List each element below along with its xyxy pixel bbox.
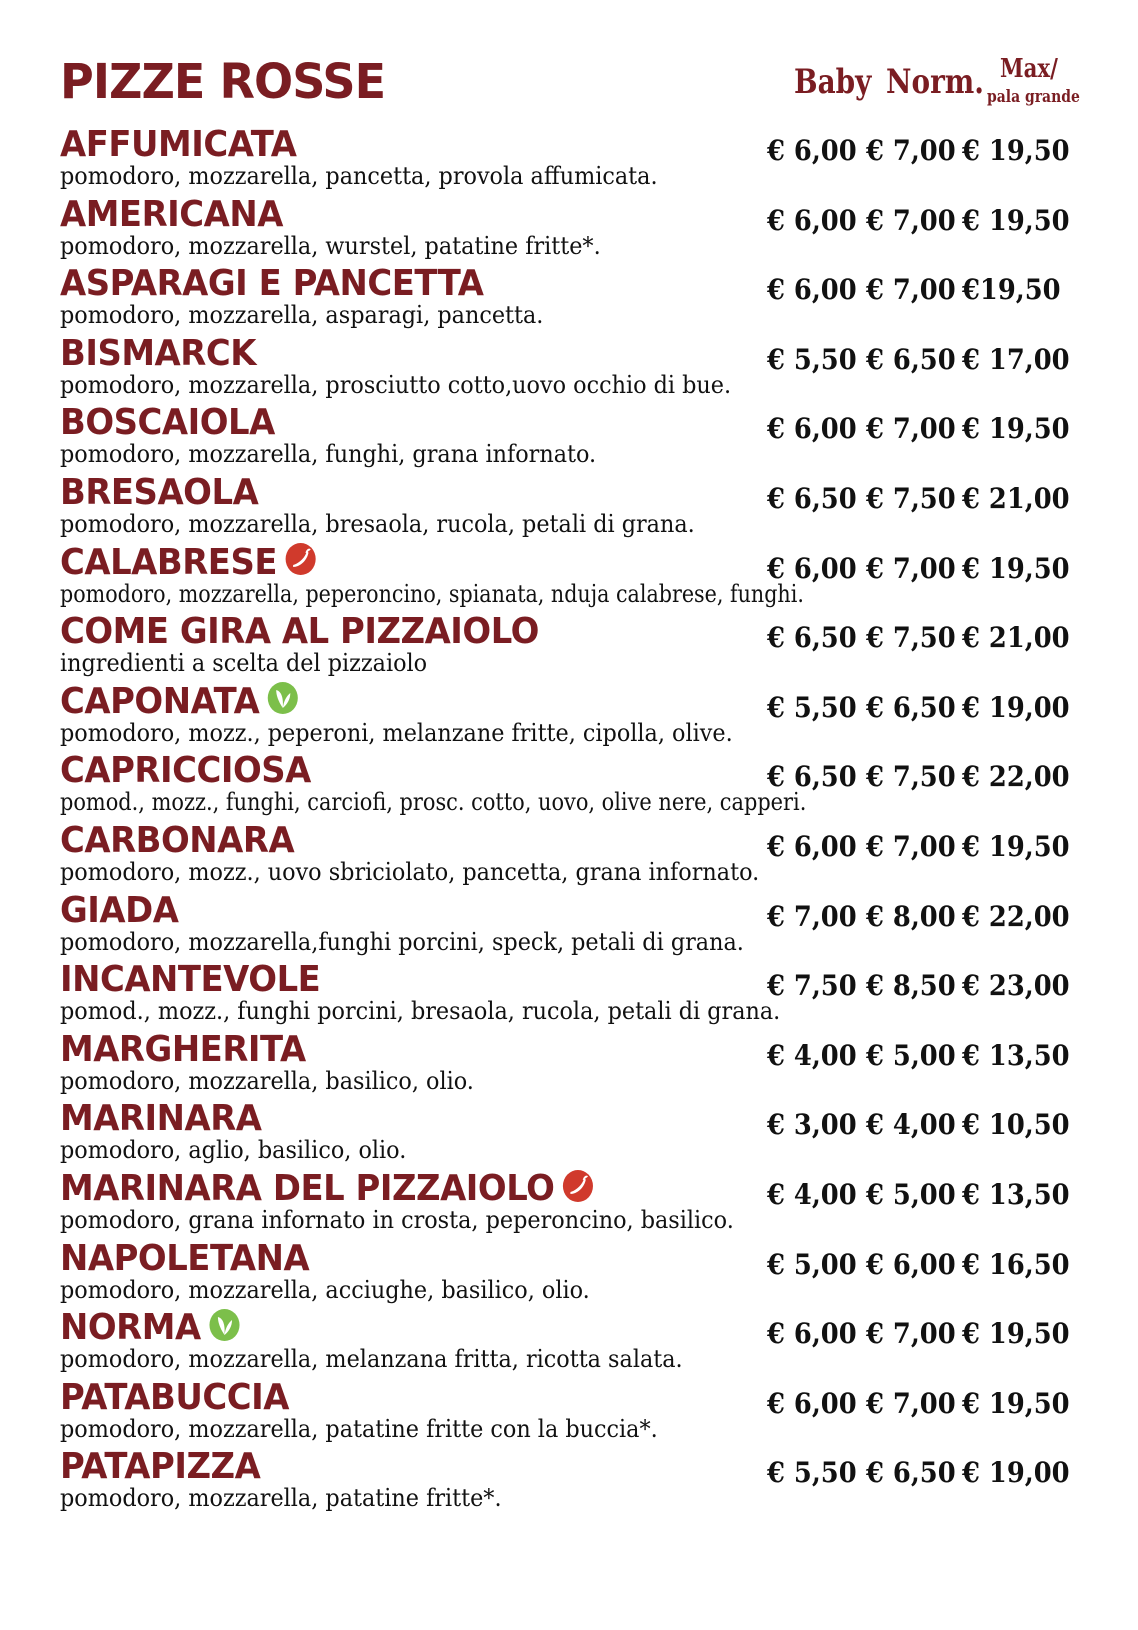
menu-item bbox=[60, 472, 1090, 544]
price-max: € 22,00 bbox=[962, 760, 1070, 794]
menu-item-name-text: CAPONATA bbox=[60, 680, 260, 722]
menu-item bbox=[60, 1098, 1090, 1170]
menu-item-name bbox=[60, 1377, 289, 1418]
menu-item-name bbox=[60, 1446, 260, 1487]
price-baby: € 5,50 bbox=[767, 1456, 857, 1490]
price-max: € 19,50 bbox=[962, 551, 1070, 585]
price-normal: € 6,50 bbox=[866, 342, 956, 376]
price-baby: € 6,00 bbox=[767, 412, 857, 446]
price-max: € 19,50 bbox=[962, 412, 1070, 446]
price-max: € 21,00 bbox=[962, 621, 1070, 655]
menu-item-name-text: GIADA bbox=[60, 889, 179, 931]
menu-item-name bbox=[60, 820, 294, 861]
menu-item-description: pomodoro, mozzarella, melanzana fritta, ricotta salata. bbox=[60, 1345, 683, 1374]
price-baby: € 6,50 bbox=[767, 760, 857, 794]
menu-item-name-text: CALABRESE bbox=[60, 541, 278, 583]
menu-item-name bbox=[60, 1098, 262, 1139]
menu-item-name-text: BOSCAIOLA bbox=[60, 402, 275, 444]
price-max: € 10,50 bbox=[962, 1108, 1070, 1142]
price-baby: € 5,50 bbox=[767, 690, 857, 724]
price-normal: € 6,50 bbox=[866, 1456, 956, 1490]
menu-item-description: pomodoro, mozzarella, asparagi, pancetta. bbox=[60, 301, 544, 330]
price-normal: € 8,00 bbox=[866, 899, 956, 933]
menu-item-description: pomodoro, mozzarella,funghi porcini, speck, petali di grana. bbox=[60, 927, 744, 956]
menu-item-name bbox=[60, 402, 275, 443]
price-baby: € 6,50 bbox=[767, 621, 857, 655]
menu-item-description: pomodoro, mozzarella, funghi, grana infornato. bbox=[60, 440, 597, 469]
menu-item-name bbox=[60, 542, 316, 586]
menu-item-name-text: AFFUMICATA bbox=[60, 124, 297, 165]
menu-item-description: ingredienti a scelta del pizzaiolo bbox=[60, 649, 428, 678]
price-baby: € 7,50 bbox=[767, 969, 857, 1003]
menu-item-name bbox=[60, 263, 483, 304]
menu-item-name bbox=[60, 611, 539, 652]
price-baby: € 5,50 bbox=[767, 342, 857, 376]
price-max: € 19,50 bbox=[962, 203, 1070, 237]
menu-item-name-text: NAPOLETANA bbox=[60, 1237, 310, 1279]
menu-item-name-text: BRESAOLA bbox=[60, 472, 259, 513]
column-header-baby: Baby bbox=[794, 62, 872, 102]
menu-item-name-text: MARGHERITA bbox=[60, 1028, 306, 1070]
menu-item bbox=[60, 263, 1090, 335]
menu-item-name bbox=[60, 194, 283, 235]
price-normal: € 6,50 bbox=[866, 690, 956, 724]
menu-item bbox=[60, 1446, 1090, 1518]
price-normal: € 7,00 bbox=[866, 273, 956, 307]
menu-item-description: pomodoro, mozzarella, patatine fritte con la buccia*. bbox=[60, 1414, 658, 1443]
price-normal: € 4,00 bbox=[866, 1108, 956, 1142]
price-baby: € 3,00 bbox=[767, 1108, 857, 1142]
price-normal: € 7,50 bbox=[866, 482, 956, 515]
menu-item-name-text: BISMARCK bbox=[60, 332, 256, 374]
price-max: € 23,00 bbox=[962, 969, 1070, 1003]
price-normal: € 5,00 bbox=[866, 1178, 956, 1211]
menu-item-name-text: PATAPIZZA bbox=[60, 1446, 261, 1488]
price-baby: € 6,00 bbox=[767, 830, 857, 863]
price-max: € 19,00 bbox=[962, 690, 1070, 724]
menu-item-name bbox=[60, 750, 311, 791]
price-max: € 13,50 bbox=[962, 1178, 1070, 1211]
menu-item bbox=[60, 959, 1090, 1031]
price-max: € 19,50 bbox=[962, 1317, 1070, 1351]
price-baby: € 6,50 bbox=[767, 482, 857, 515]
menu-item bbox=[60, 820, 1090, 892]
menu-item-name bbox=[60, 124, 297, 165]
price-baby: € 6,00 bbox=[767, 551, 857, 585]
menu-item-description: pomodoro, mozzarella, basilico, olio. bbox=[60, 1066, 474, 1095]
price-baby: € 4,00 bbox=[767, 1038, 857, 1072]
menu-item-name-text: PATABUCCIA bbox=[60, 1376, 289, 1418]
price-normal: € 7,50 bbox=[866, 621, 956, 655]
menu-item-name-text: ASPARAGI E PANCETTA bbox=[60, 263, 484, 305]
menu-item-description: pomodoro, mozz., uovo sbriciolato, pancetta, grana infornato. bbox=[60, 858, 760, 886]
menu-item-name bbox=[60, 890, 178, 931]
menu-item bbox=[60, 890, 1090, 962]
price-normal: € 8,50 bbox=[866, 969, 956, 1003]
price-normal: € 6,00 bbox=[866, 1247, 956, 1281]
column-header-max: Max/ bbox=[1000, 54, 1058, 84]
price-normal: € 7,00 bbox=[866, 134, 956, 167]
menu-item-name bbox=[60, 1307, 240, 1351]
menu-item bbox=[60, 1238, 1090, 1310]
column-header-max-subtitle: pala grande bbox=[987, 87, 1080, 107]
menu-item-description: pomod., mozz., funghi porcini, bresaola, rucola, petali di grana. bbox=[60, 997, 781, 1026]
menu-item-name-text: COME GIRA AL PIZZAIOLO bbox=[60, 611, 539, 653]
menu-item-description: pomodoro, mozzarella, pancetta, provola affumicata. bbox=[60, 162, 658, 190]
menu-item-name-text: NORMA bbox=[60, 1307, 201, 1349]
price-baby: € 5,00 bbox=[767, 1247, 857, 1281]
menu-item-name bbox=[60, 1238, 309, 1279]
menu-item-name bbox=[60, 1168, 594, 1212]
price-baby: € 6,00 bbox=[767, 1317, 857, 1351]
price-normal: € 7,50 bbox=[866, 760, 956, 794]
menu-item-name bbox=[60, 681, 299, 725]
menu-item-name bbox=[60, 472, 258, 513]
price-normal: € 7,00 bbox=[866, 412, 956, 446]
menu-item-description: pomodoro, mozz., peperoni, melanzane fritte, cipolla, olive. bbox=[60, 718, 733, 747]
price-baby: € 6,00 bbox=[767, 273, 857, 307]
menu-item-name-text: INCANTEVOLE bbox=[60, 959, 321, 1001]
menu-item-description: pomodoro, mozzarella, prosciutto cotto,uovo occhio di bue. bbox=[60, 370, 732, 399]
menu-item bbox=[60, 542, 1090, 614]
price-baby: € 6,00 bbox=[767, 1386, 857, 1420]
price-baby: € 6,00 bbox=[767, 203, 857, 237]
menu-item bbox=[60, 402, 1090, 474]
menu-item-name-text: CARBONARA bbox=[60, 820, 295, 861]
menu-item bbox=[60, 194, 1090, 266]
price-normal: € 7,00 bbox=[866, 1317, 956, 1351]
menu-item-name-text: AMERICANA bbox=[60, 193, 283, 235]
menu-item bbox=[60, 1307, 1090, 1379]
price-max: € 22,00 bbox=[962, 899, 1070, 933]
price-normal: € 7,00 bbox=[866, 1386, 956, 1420]
price-max: €19,50 bbox=[962, 273, 1061, 307]
menu-item-description: pomod., mozz., funghi, carciofi, prosc. cotto, uovo, olive nere, capperi. bbox=[60, 788, 807, 817]
menu-item-description: pomodoro, mozzarella, patatine fritte*. bbox=[60, 1484, 502, 1513]
page-title: PIZZE ROSSE bbox=[60, 54, 386, 110]
price-max: € 19,50 bbox=[962, 830, 1070, 863]
menu-item-description: pomodoro, mozzarella, bresaola, rucola, petali di grana. bbox=[60, 510, 695, 538]
price-baby: € 4,00 bbox=[767, 1178, 857, 1211]
price-normal: € 7,00 bbox=[866, 551, 956, 585]
price-max: € 19,50 bbox=[962, 1386, 1070, 1420]
menu-item bbox=[60, 1029, 1090, 1101]
menu-item bbox=[60, 750, 1090, 822]
price-normal: € 7,00 bbox=[866, 203, 956, 237]
price-max: € 16,50 bbox=[962, 1247, 1070, 1281]
menu-item-description: pomodoro, aglio, basilico, olio. bbox=[60, 1136, 407, 1165]
menu-item-description: pomodoro, mozzarella, peperoncino, spianata, nduja calabrese, funghi. bbox=[60, 579, 804, 608]
menu-item-name-text: CAPRICCIOSA bbox=[60, 750, 311, 792]
menu-item bbox=[60, 611, 1090, 683]
price-baby: € 7,00 bbox=[767, 899, 857, 933]
menu-item-description: pomodoro, mozzarella, acciughe, basilico, olio. bbox=[60, 1275, 590, 1304]
menu-item-name bbox=[60, 1029, 306, 1070]
price-normal: € 5,00 bbox=[866, 1038, 956, 1072]
price-max: € 19,50 bbox=[962, 134, 1070, 167]
price-normal: € 7,00 bbox=[866, 830, 956, 863]
price-max: € 21,00 bbox=[962, 482, 1070, 515]
menu-item bbox=[60, 681, 1090, 753]
menu-item-name-text: MARINARA bbox=[60, 1098, 262, 1140]
menu-item bbox=[60, 124, 1090, 196]
menu-item bbox=[60, 333, 1090, 405]
menu-item bbox=[60, 1168, 1090, 1240]
menu-item-description: pomodoro, mozzarella, wurstel, patatine fritte*. bbox=[60, 231, 601, 260]
menu-item-name bbox=[60, 959, 320, 1000]
column-header-norm: Norm. bbox=[886, 62, 984, 102]
price-baby: € 6,00 bbox=[767, 134, 857, 167]
menu-item-name-text: MARINARA DEL PIZZAIOLO bbox=[60, 1168, 555, 1209]
price-max: € 19,00 bbox=[962, 1456, 1070, 1490]
menu-item-description: pomodoro, grana infornato in crosta, peperoncino, basilico. bbox=[60, 1206, 734, 1234]
price-max: € 13,50 bbox=[962, 1038, 1070, 1072]
menu-item-name bbox=[60, 333, 256, 374]
price-max: € 17,00 bbox=[962, 342, 1070, 376]
menu-item bbox=[60, 1377, 1090, 1449]
